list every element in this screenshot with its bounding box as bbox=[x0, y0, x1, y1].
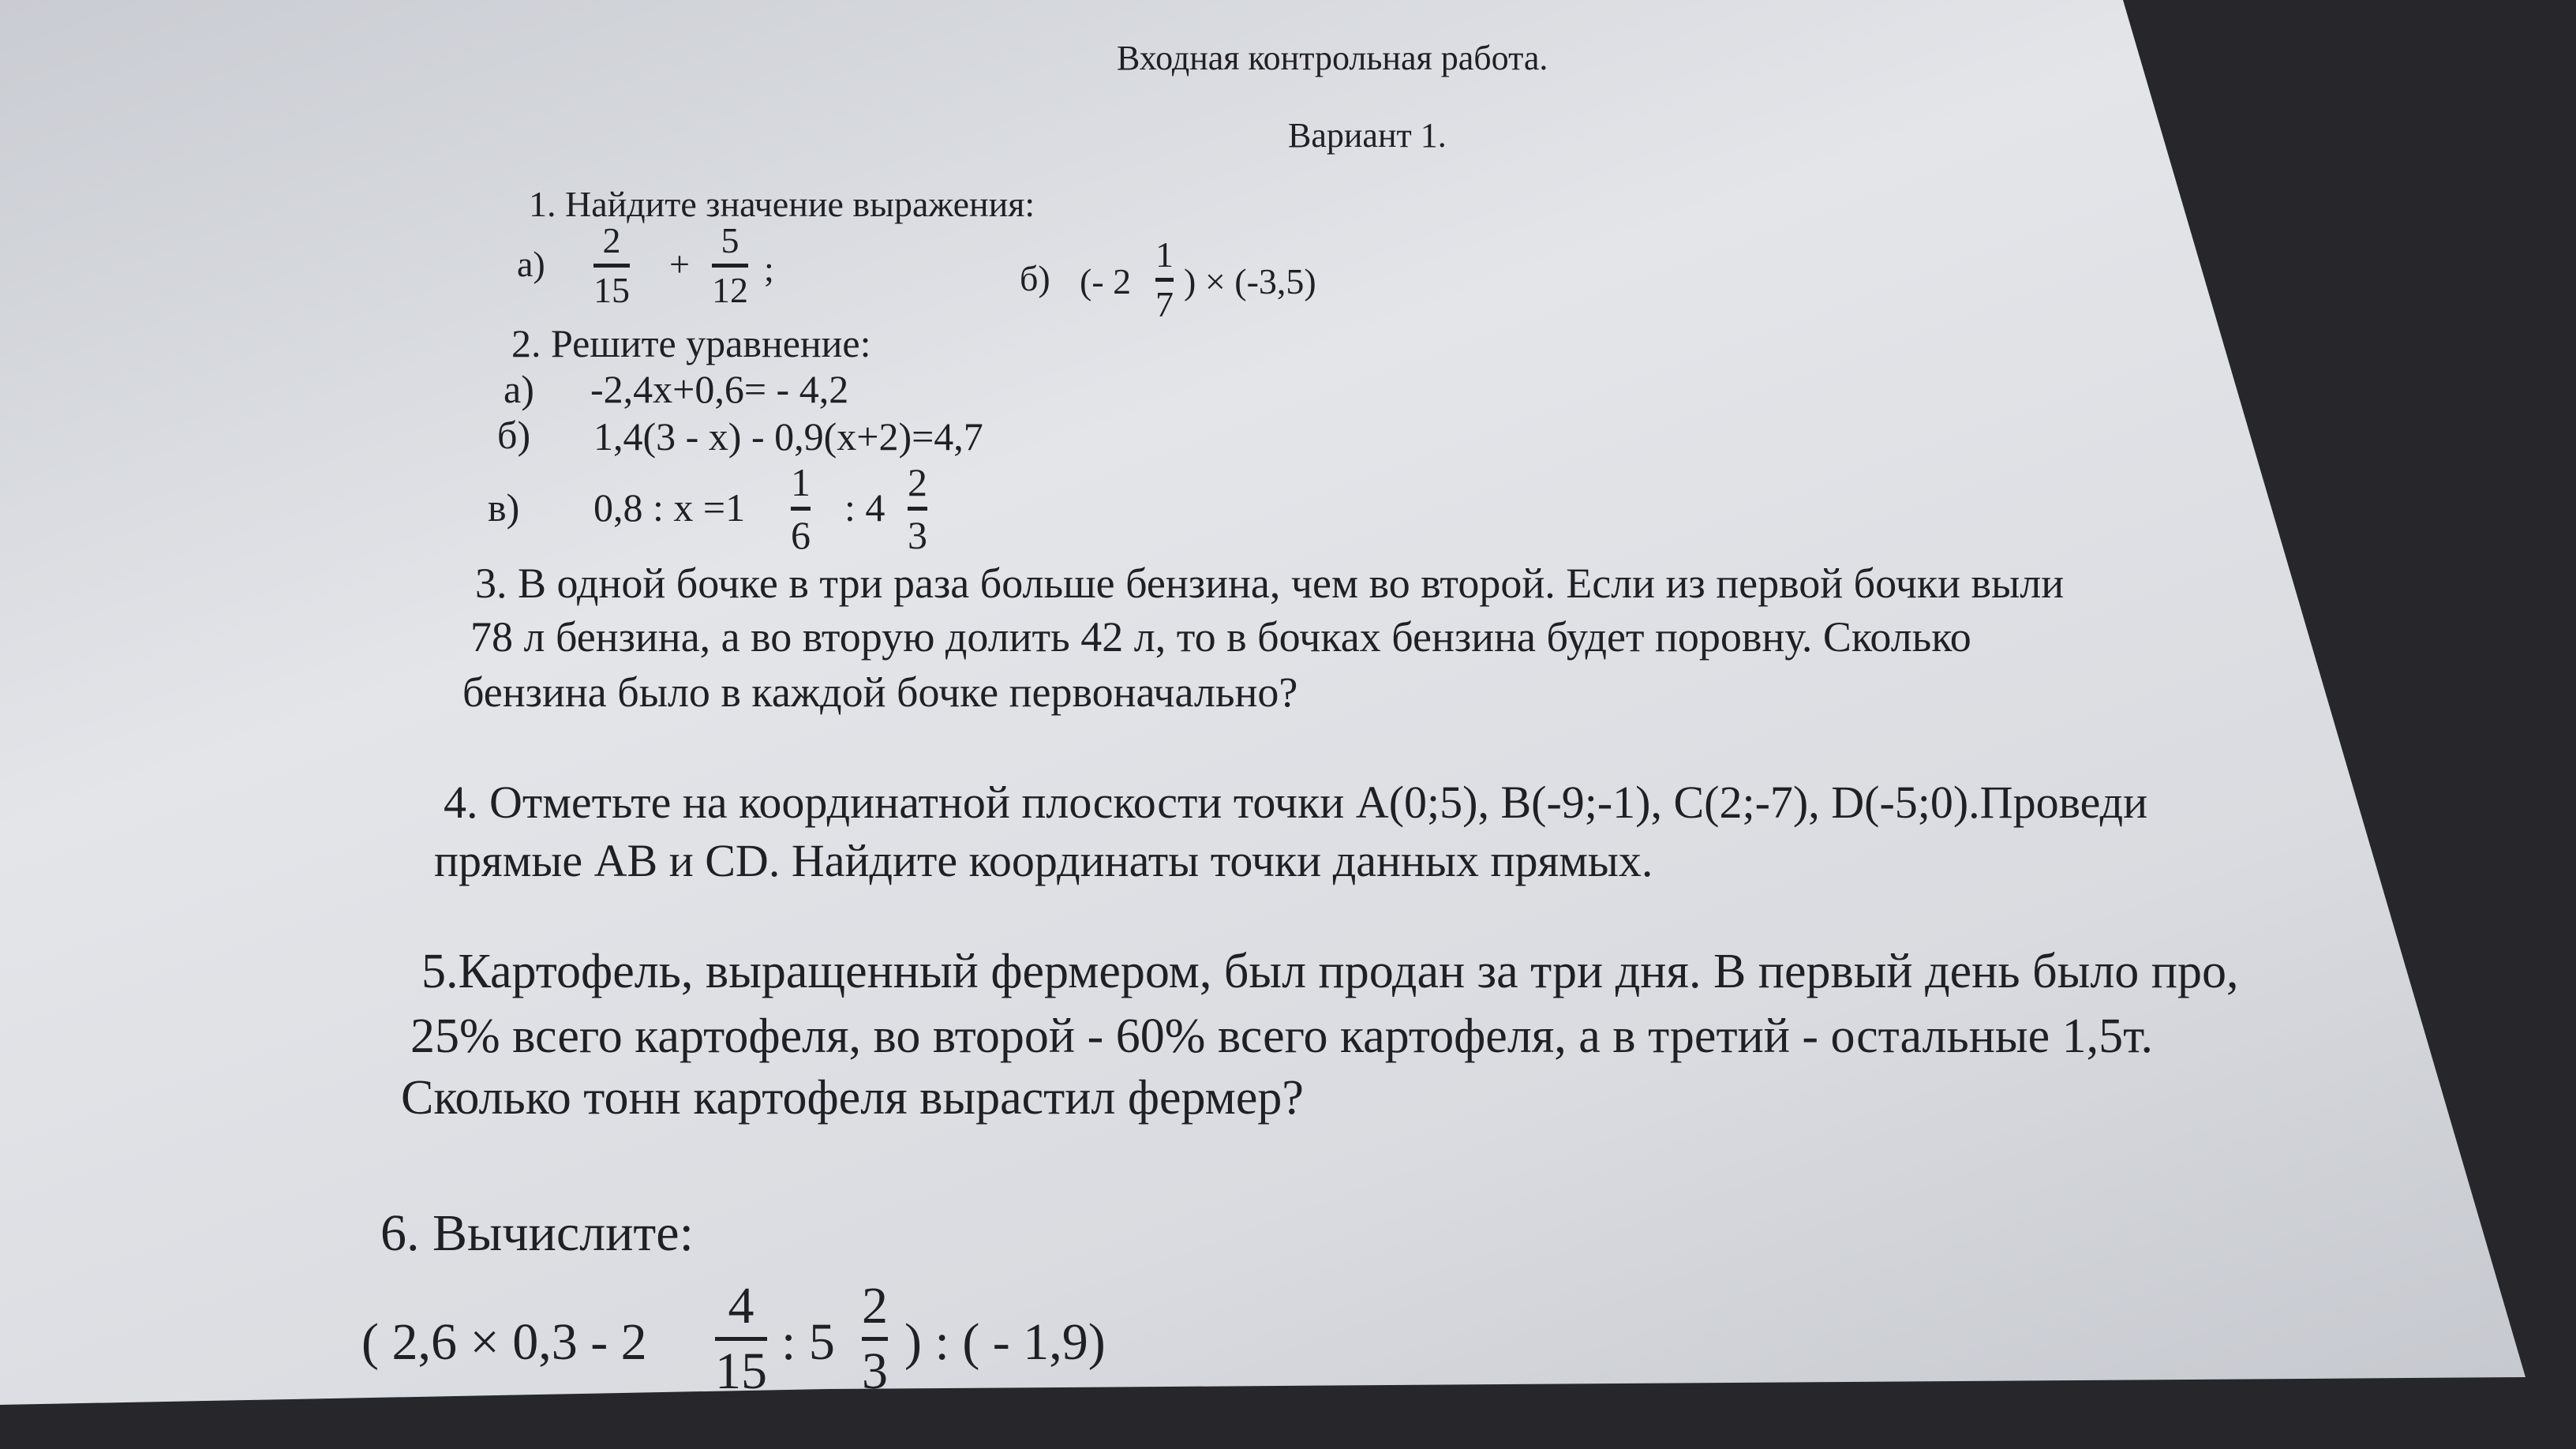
denominator: 15 bbox=[715, 1342, 767, 1400]
fraction-bar bbox=[593, 264, 630, 268]
task1-b-label: б) bbox=[1020, 258, 1050, 298]
task1-b-open: (- 2 bbox=[1080, 261, 1132, 301]
task6-start: ( 2,6 × 0,3 - 2 bbox=[361, 1313, 647, 1371]
task1-b-rest: ) × (-3,5) bbox=[1184, 261, 1316, 301]
task2-c-start: 0,8 : х =1 bbox=[593, 485, 746, 530]
numerator: 5 bbox=[721, 220, 739, 260]
task1-heading: 1. Найдите значение выражения: bbox=[529, 184, 1035, 224]
numerator: 2 bbox=[862, 1277, 888, 1335]
fraction-bar bbox=[715, 1337, 767, 1341]
task3-line-3: бензина было в каждой бочке первоначально? bbox=[462, 668, 1298, 716]
task3-line-2: 78 л бензина, а во вторую долить 42 л, то в бочках бензина будет поровну. Сколько bbox=[470, 613, 1971, 661]
task3-line-1: 3. В одной бочке в три раза больше бензина, чем во второй. Если из первой бочки выли bbox=[475, 560, 2065, 607]
page-title: Входная контрольная работа. bbox=[1117, 39, 1548, 77]
task2-c-middle: : 4 bbox=[844, 485, 886, 530]
numerator: 2 bbox=[602, 220, 621, 260]
task6-middle: : 5 bbox=[781, 1313, 835, 1371]
variant-label: Вариант 1. bbox=[1288, 116, 1447, 155]
task4-line-2: прямые АВ и СD. Найдите координаты точки данных прямых. bbox=[434, 835, 1653, 886]
denominator: 12 bbox=[712, 270, 748, 310]
fraction-bar bbox=[908, 507, 927, 511]
task2-b-expression: 1,4(3 - х) - 0,9(х+2)=4,7 bbox=[593, 414, 983, 459]
task1-a-fraction-1 bbox=[593, 220, 630, 310]
denominator: 6 bbox=[791, 513, 811, 557]
denominator: 3 bbox=[862, 1342, 888, 1400]
task6-heading: 6. Вычислите: bbox=[380, 1204, 694, 1262]
task4-line-1: 4. Отметьте на координатной плоскости точки А(0;5), В(-9;-1), С(2;-7), D(-5;0).Проведи bbox=[444, 777, 2148, 828]
fraction-bar bbox=[862, 1337, 888, 1341]
task2-a-label: а) bbox=[504, 367, 534, 411]
task2-b-label: б) bbox=[497, 413, 531, 457]
task5-line-3: Сколько тонн картофеля вырастил фермер? bbox=[401, 1071, 1304, 1125]
numerator: 1 bbox=[1155, 234, 1174, 275]
task2-c-fraction-1 bbox=[791, 462, 811, 555]
denominator: 7 bbox=[1155, 284, 1174, 324]
numerator: 4 bbox=[728, 1277, 754, 1335]
task5-line-2: 25% всего картофеля, во второй - 60% всего картофеля, а в третий - остальные 1,5т. bbox=[410, 1009, 2154, 1063]
fraction-bar bbox=[1155, 278, 1174, 282]
task1-a-end: ; bbox=[764, 249, 774, 289]
task6-fraction-2 bbox=[862, 1277, 888, 1400]
task6-fraction-1 bbox=[715, 1277, 767, 1400]
task1-b-fraction bbox=[1155, 234, 1174, 324]
fraction-bar bbox=[712, 264, 748, 268]
task2-heading: 2. Решите уравнение: bbox=[511, 321, 871, 365]
task2-c-label: в) bbox=[488, 485, 520, 530]
numerator: 2 bbox=[908, 460, 927, 504]
task5-line-1: 5.Картофель, выращенный фермером, был продан за три дня. В первый день было про, bbox=[421, 945, 2239, 998]
task1-a-fraction-2 bbox=[712, 220, 748, 310]
denominator: 3 bbox=[908, 513, 927, 557]
numerator: 1 bbox=[791, 460, 811, 504]
task6-end: ) : ( - 1,9) bbox=[904, 1313, 1106, 1371]
fraction-bar bbox=[791, 507, 811, 511]
task2-c-fraction-2 bbox=[908, 462, 927, 555]
task1-a-label: а) bbox=[517, 244, 545, 284]
task1-a-plus: + bbox=[669, 244, 690, 284]
denominator: 15 bbox=[593, 270, 630, 310]
task2-a-expression: -2,4х+0,6= - 4,2 bbox=[590, 367, 849, 411]
